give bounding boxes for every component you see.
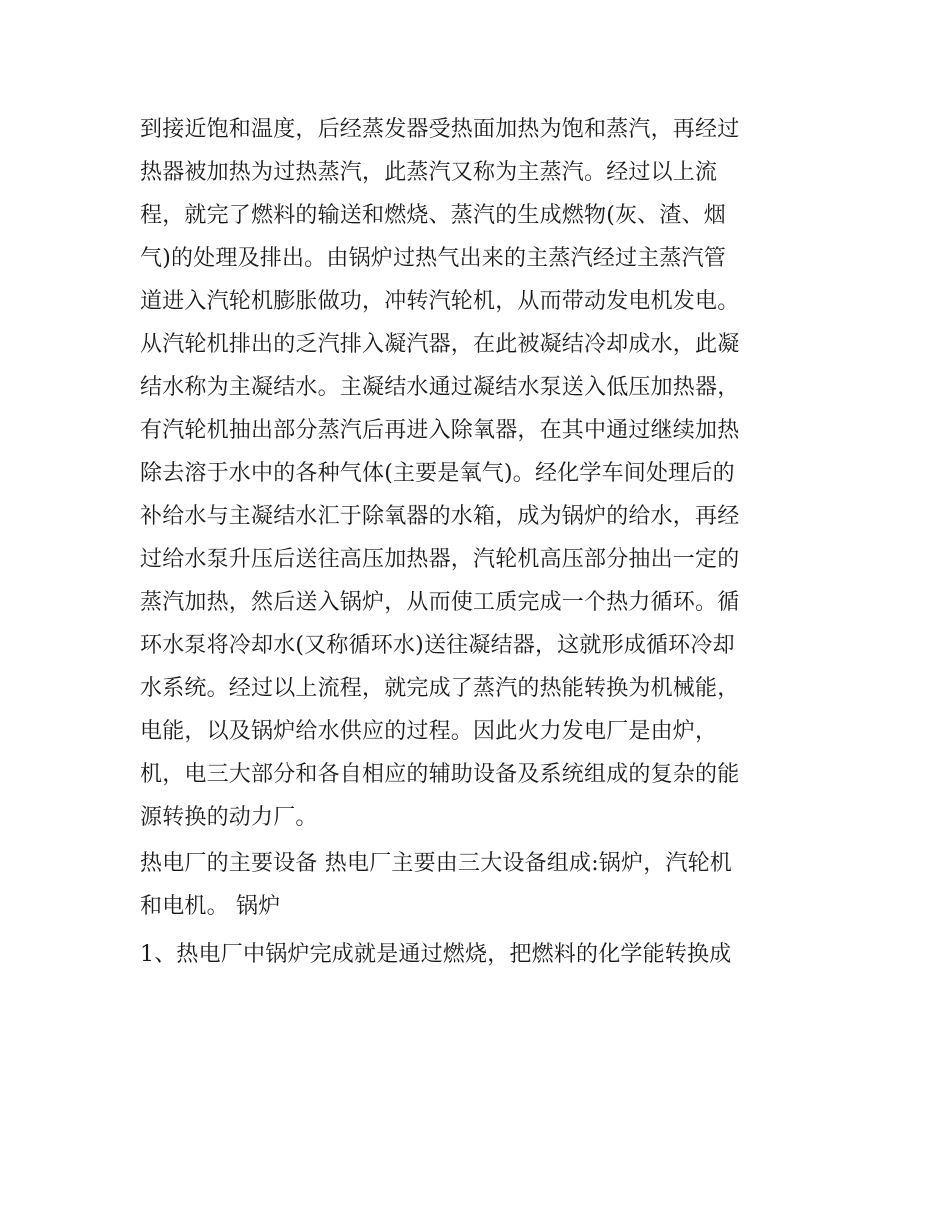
text-line: 水系统。经过以上流程，就完成了蒸汽的热能转换为机械能， <box>140 676 740 701</box>
paragraph-2 <box>140 842 820 928</box>
text-line: 过给水泵升压后送往高压加热器，汽轮机高压部分抽出一定的 <box>140 547 740 572</box>
text-line: 到接近饱和温度，后经蒸发器受热面加热为饱和蒸汽，再经过 <box>140 117 740 142</box>
text-line: 从汽轮机排出的乏汽排入凝汽器，在此被凝结冷却成水，此凝 <box>140 332 740 357</box>
paragraph-3 <box>140 933 820 976</box>
text-line: 结水称为主凝结水。主凝结水通过凝结水泵送入低压加热器， <box>140 375 740 400</box>
text-line: 热器被加热为过热蒸汽，此蒸汽又称为主蒸汽。经过以上流 <box>140 160 718 185</box>
text-line: 1、热电厂中锅炉完成就是通过燃烧，把燃料的化学能转换成 <box>140 942 732 967</box>
text-line: 气)的处理及排出。由锅炉过热气出来的主蒸汽经过主蒸汽管 <box>140 246 726 271</box>
text-line: 热电厂的主要设备 热电厂主要由三大设备组成:锅炉，汽轮机 <box>140 851 733 876</box>
text-line: 除去溶于水中的各种气体(主要是氧气)。经化学车间处理后的 <box>140 461 735 486</box>
text-line: 补给水与主凝结水汇于除氧器的水箱，成为锅炉的给水，再经 <box>140 504 740 529</box>
text-line: 环水泵将冷却水(又称循环水)送往凝结器，这就形成循环冷却 <box>140 633 735 658</box>
text-line: 源转换的动力厂。 <box>140 805 318 830</box>
paragraph-1 <box>140 108 820 839</box>
text-line: 道进入汽轮机膨胀做功，冲转汽轮机，从而带动发电机发电。 <box>140 289 740 314</box>
body-text <box>140 108 820 976</box>
text-line: 机，电三大部分和各自相应的辅助设备及系统组成的复杂的能 <box>140 762 740 787</box>
text-line: 和电机。 锅炉 <box>140 894 281 919</box>
text-line: 电能，以及锅炉给水供应的过程。因此火力发电厂是由炉， <box>140 719 718 744</box>
text-line: 有汽轮机抽出部分蒸汽后再进入除氧器，在其中通过继续加热 <box>140 418 740 443</box>
text-line: 蒸汽加热，然后送入锅炉，从而使工质完成一个热力循环。循 <box>140 590 740 615</box>
text-line: 程，就完了燃料的输送和燃烧、蒸汽的生成燃物(灰、渣、烟 <box>140 203 726 228</box>
